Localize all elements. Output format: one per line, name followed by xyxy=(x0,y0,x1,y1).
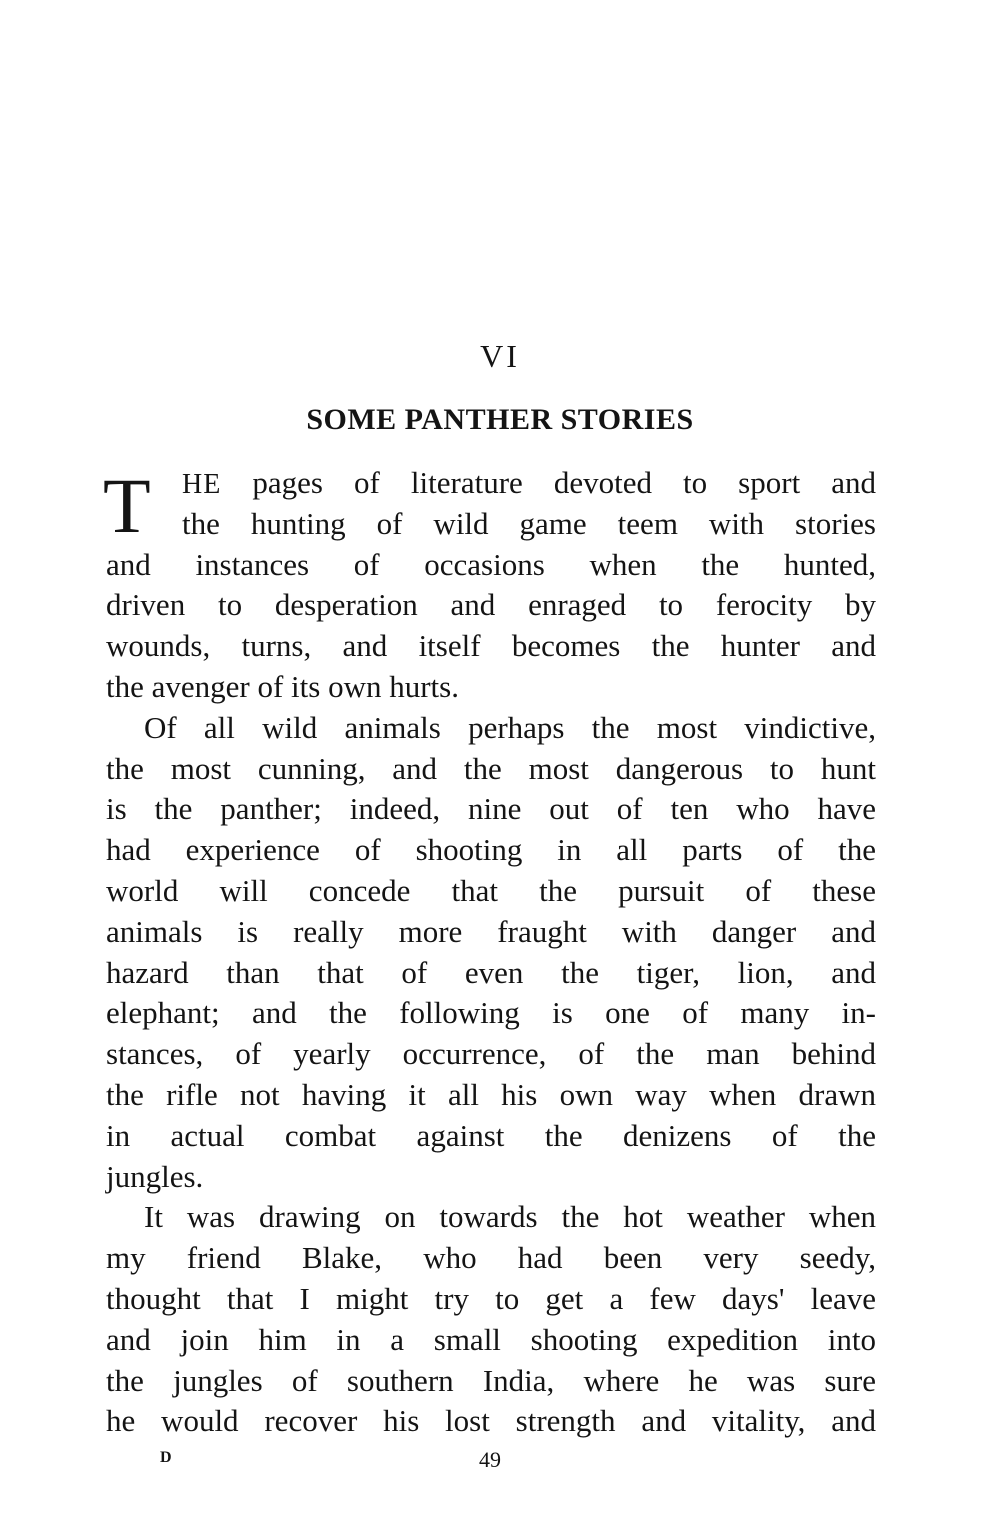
page-number: 49 xyxy=(479,1447,501,1472)
text-line: thought that I might try to get a few days' leave xyxy=(106,1280,876,1316)
text-line: is the panther; indeed, nine out of ten who have xyxy=(106,791,876,827)
first-word-rest: HE xyxy=(182,469,222,500)
text-line: elephant; and the following is one of many in- xyxy=(106,995,876,1031)
paragraph-2 xyxy=(106,708,876,1198)
text-line: the most cunning, and the most dangerous to hunt xyxy=(106,750,876,786)
text-line: the avenger of its own hurts. xyxy=(106,668,459,704)
text-line: he would recover his lost strength and vitality, and xyxy=(106,1403,876,1439)
text-line: driven to desperation and enraged to ferocity by xyxy=(106,587,876,623)
text-line: Of all wild animals perhaps the most vindictive, xyxy=(144,709,876,745)
text-line: had experience of shooting in all parts of the xyxy=(106,832,876,868)
text-line: my friend Blake, who had been very seedy, xyxy=(106,1240,876,1276)
drop-cap: T xyxy=(103,462,151,549)
text-line: wounds, turns, and itself becomes the hunter and xyxy=(106,628,876,664)
text-line: animals is really more fraught with danger and xyxy=(106,913,876,949)
chapter-title: SOME PANTHER STORIES xyxy=(306,403,694,436)
paragraph-3 xyxy=(106,1197,876,1442)
text-line: hazard than that of even the tiger, lion, and xyxy=(106,954,876,990)
text-line: world will concede that the pursuit of these xyxy=(106,872,876,908)
text-line: and join him in a small shooting expedition into xyxy=(106,1321,876,1357)
text-line: jungles. xyxy=(106,1158,204,1194)
text-line: in actual combat against the denizens of the xyxy=(106,1117,876,1153)
text-line: HE pages of literature devoted to sport and xyxy=(182,465,876,500)
chapter-number: VI xyxy=(480,338,520,374)
text-line: the rifle not having it all his own way when drawn xyxy=(106,1076,876,1112)
text-line: the jungles of southern India, where he was sure xyxy=(106,1362,876,1398)
text-line: the hunting of wild game teem with stories xyxy=(182,505,876,541)
paragraph-1 xyxy=(103,462,876,708)
signature-mark: D xyxy=(160,1449,172,1466)
chapter-body xyxy=(103,462,876,1442)
text-line: It was drawing on towards the hot weather when xyxy=(144,1199,876,1235)
text-line: and instances of occasions when the hunted, xyxy=(106,546,876,582)
text-line: stances, of yearly occurrence, of the man behind xyxy=(106,1036,876,1072)
